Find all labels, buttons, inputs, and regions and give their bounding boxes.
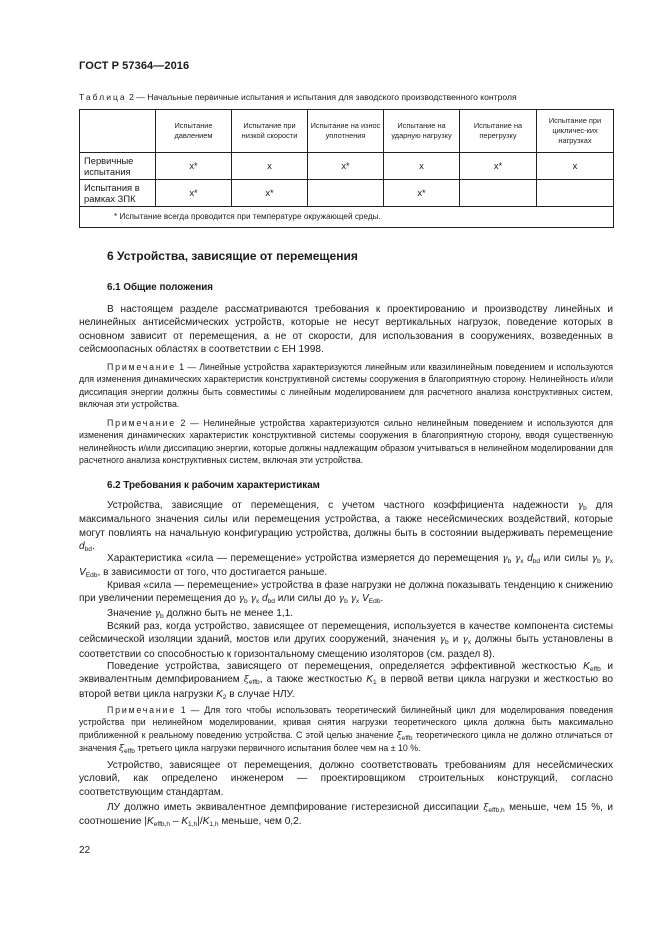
symbol-subscript: effb	[124, 748, 135, 756]
text-run: Значение	[107, 608, 155, 619]
symbol-subscript: bd	[84, 545, 92, 553]
column-header: Испытание давлением	[156, 110, 232, 153]
text-run: ЛУ должно иметь эквивалентное демпфирование гистерезисной диссипации	[107, 802, 484, 813]
text-run: Всякий раз, когда устройство, зависящее от перемещения, используется в качестве компонента системы сейсмической изоляции зданий, мостов или других сооружений, значения	[79, 621, 613, 646]
paragraph: В настоящем разделе рассматриваются требования к проектированию и производству линейных и нелинейных антисейсмических устройств, которые не несут вертикальных нагрузок, поведение которых в основном зависит от перемещения, а не от скорости, для использования в сооружениях, возведенных в сейсмоопасных областях в соответствии с ЕН 1998.	[79, 304, 613, 355]
table-cell: x	[232, 153, 308, 180]
note-label: Примечание	[107, 705, 176, 715]
row-label: Первичные испытания	[80, 153, 156, 180]
table-cell: x*	[460, 153, 537, 180]
symbol-gamma: γ	[238, 594, 244, 605]
column-header: Испытание при цикличес-ких нагрузках	[537, 110, 614, 153]
table-cell: x	[537, 153, 614, 180]
symbol-gamma: γ	[338, 594, 345, 605]
text-run: в случае НЛУ.	[226, 688, 295, 700]
symbol-gamma: γ	[250, 594, 256, 605]
text-run: меньше, чем 15 %, и соотношение |	[79, 802, 614, 828]
column-header: Испытание на износ уплотнения	[308, 110, 384, 153]
symbol-k: K	[146, 816, 154, 828]
symbol-k: K	[202, 816, 210, 828]
text-run: меньше, чем 0,2.	[218, 816, 302, 828]
table-cell	[460, 180, 537, 207]
symbol-xi: ξ	[243, 675, 249, 686]
note-paragraph	[79, 361, 613, 411]
table-cell: x*	[384, 180, 460, 207]
text-run: и	[448, 634, 463, 646]
tests-table	[79, 109, 614, 228]
column-header: Испытание на перегрузку	[460, 110, 537, 153]
table-footnote: * Испытание всегда проводится при температуре окружающей среды.	[80, 207, 614, 228]
text-run: .	[380, 593, 384, 605]
text-run: |/	[197, 816, 203, 828]
symbol-v: V	[79, 567, 86, 579]
symbol-gamma: γ	[577, 501, 584, 511]
table-corner-cell	[80, 110, 156, 153]
note-text: 1 — Линейные устройства характеризуются линейным или квазилинейным поведением и используются для изменения динамических характеристик конструктивной системы сооружения в благоприятную сторону. Нелинейность и/или диссипация энергии должны быть совместимы с линейным моделированием для расчетного анализа конструктивных систем, включая эти устройства.	[79, 362, 613, 410]
table-label: Таблица	[79, 92, 127, 102]
text-run: и эквивалентным демпфированием	[79, 661, 613, 686]
symbol-gamma: γ	[604, 554, 610, 564]
paragraph	[79, 579, 613, 607]
text-run: для максимального значения силы или перемещения устройства, а также несейсмических воздействий, которые могут повлиять на начальную конфигурацию устройства, должны быть в состоянии выдерживать перемещение	[79, 500, 613, 539]
symbol-d: d	[261, 593, 268, 605]
symbol-subscript: b	[583, 505, 587, 512]
symbol-v: V	[362, 593, 369, 605]
symbol-gamma: γ	[350, 594, 356, 605]
table-row	[80, 180, 614, 207]
note-paragraph	[79, 704, 613, 756]
text-run: Поведение устройства, зависящего от перемещения, определяется эффективной жесткостью	[107, 661, 584, 672]
paragraph	[79, 499, 613, 553]
symbol-k: K	[216, 688, 223, 700]
row-label: Испытания в рамках ЗПК	[80, 180, 156, 207]
text-run: , в зависимости от того, что достигается раньше.	[97, 567, 328, 579]
symbol-gamma: γ	[502, 554, 508, 564]
subsection-title: 6.1 Общие положения	[107, 282, 214, 293]
symbol-gamma: γ	[439, 635, 446, 646]
symbol-subscript: effb	[401, 734, 413, 742]
paragraph	[79, 620, 613, 661]
note-text: 2 — Нелинейные устройства характеризуются сильно нелинейным поведением и используются для изменения динамических характеристик конструктивной системы сооружения в благоприятную сторону, вводя существенную нелинейность и/или диссипацию энергии, которые должны надлежащим образом учитываться в нелинейном моделировании для расчетного анализа конструктивных систем, включая эти устройства.	[79, 418, 613, 466]
text-run: или силы	[540, 553, 592, 564]
table-cell	[308, 180, 384, 207]
symbol-subscript: 1	[372, 679, 377, 687]
text-run: –	[170, 816, 182, 828]
symbol-subscript: effb	[248, 679, 260, 687]
symbol-k: K	[366, 674, 373, 686]
symbol-subscript: b	[507, 558, 512, 565]
symbol-subscript: b	[597, 558, 601, 565]
table-caption	[79, 92, 517, 102]
table-header-row	[80, 110, 614, 153]
symbol-subscript: x	[255, 598, 260, 606]
symbol-subscript: x	[467, 639, 472, 647]
symbol-gamma: γ	[154, 609, 160, 619]
symbol-subscript: b	[244, 598, 248, 606]
symbol-subscript: b	[445, 639, 449, 647]
note-label: Примечание	[107, 362, 176, 372]
symbol-d: d	[527, 553, 533, 564]
symbol-subscript: bd	[532, 558, 541, 565]
note-paragraph	[79, 417, 613, 467]
paragraph	[79, 552, 613, 580]
text-run: должны быть установлены в соответствии со способностью к горизонтальному смещению изоляторов (см. раздел 8).	[79, 634, 613, 660]
symbol-subscript: effb	[589, 666, 601, 673]
symbol-subscript: effb,h	[153, 821, 171, 829]
symbol-subscript: b	[344, 598, 348, 606]
section-title: 6 Устройства, зависящие от перемещения	[107, 249, 358, 263]
text-run: , а также жесткостью	[259, 674, 367, 686]
document-header: ГОСТ Р 57364—2016	[79, 60, 190, 72]
symbol-subscript: 2	[222, 693, 227, 701]
symbol-xi: ξ	[483, 803, 489, 813]
symbol-gamma: γ	[591, 554, 598, 564]
text-run: Устройства, зависящие от перемещения, с учетом частного коэффициента надежности	[107, 500, 578, 511]
paragraph	[79, 801, 613, 829]
symbol-gamma: γ	[514, 554, 521, 564]
text-run: или силы до	[274, 593, 339, 605]
symbol-k: K	[181, 816, 189, 828]
table-caption-text: 2 — Начальные первичные испытания и испытания для заводского производственного контроля	[126, 92, 517, 102]
column-header: Испытание на ударную нагрузку	[384, 110, 460, 153]
symbol-subscript: bd	[267, 598, 275, 606]
paragraph	[79, 660, 613, 701]
symbol-subscript: 1,h	[188, 821, 198, 829]
symbol-k: K	[583, 661, 590, 672]
symbol-gamma: γ	[462, 635, 468, 646]
note-text: 1 — Для того чтобы использовать теоретический билинейный цикл для моделирования поведения устройства при нелинейном моделировании, кривая снятия нагрузки теоретического цикла должна быть максимально приближенной к реальному поведению устройства. С этой целью значение	[79, 705, 613, 740]
subsection-title: 6.2 Требования к рабочим характеристикам	[107, 480, 320, 491]
note-text: третьего цикла нагрузки первичного испытания более чем на ± 10 %.	[134, 743, 421, 754]
symbol-subscript: Edb	[85, 572, 98, 580]
table-cell: x*	[232, 180, 308, 207]
symbol-subscript: x	[609, 558, 613, 565]
text-run: Кривая «сила — перемещение» устройства в фазе нагрузки не должна показывать тенденцию к снижению при увеличении перемещения до	[79, 580, 613, 605]
note-text: теоретического цикла не должно отличаться от значения	[79, 729, 613, 754]
table-cell: x*	[156, 153, 232, 180]
table-cell: x*	[156, 180, 232, 207]
text-run: в первой ветви цикла нагрузки и жесткостью во второй ветви цикла нагрузки	[79, 674, 614, 700]
text-run: должно быть не менее 1,1.	[163, 608, 294, 619]
symbol-d: d	[79, 540, 85, 552]
symbol-subscript: Edb	[368, 598, 381, 606]
symbol-subscript: effb,h	[488, 807, 505, 814]
table-row	[80, 153, 614, 180]
text-run: .	[91, 540, 95, 552]
paragraph: Устройство, зависящее от перемещения, должно соответствовать требованиям для несейсмических условий, как определено инженером — проектировщиком строительных конструкций, согласно соответствующим стандартам.	[79, 760, 613, 798]
symbol-subscript: b	[159, 613, 164, 620]
table-footnote-row	[80, 207, 614, 228]
table-cell: x*	[308, 153, 384, 180]
symbol-subscript: x	[520, 558, 524, 565]
symbol-xi: ξ	[119, 744, 125, 755]
page-number: 22	[79, 845, 91, 856]
table-cell: x	[384, 153, 460, 180]
note-label: Примечание	[107, 418, 176, 428]
table-cell	[537, 180, 614, 207]
symbol-subscript: 1,h	[209, 821, 219, 829]
symbol-xi: ξ	[396, 730, 402, 741]
symbol-subscript: x	[355, 598, 360, 606]
text-run: Характеристика «сила — перемещение» устройства измеряется до перемещения	[107, 553, 503, 564]
column-header: Испытание при низкой скорости	[232, 110, 308, 153]
